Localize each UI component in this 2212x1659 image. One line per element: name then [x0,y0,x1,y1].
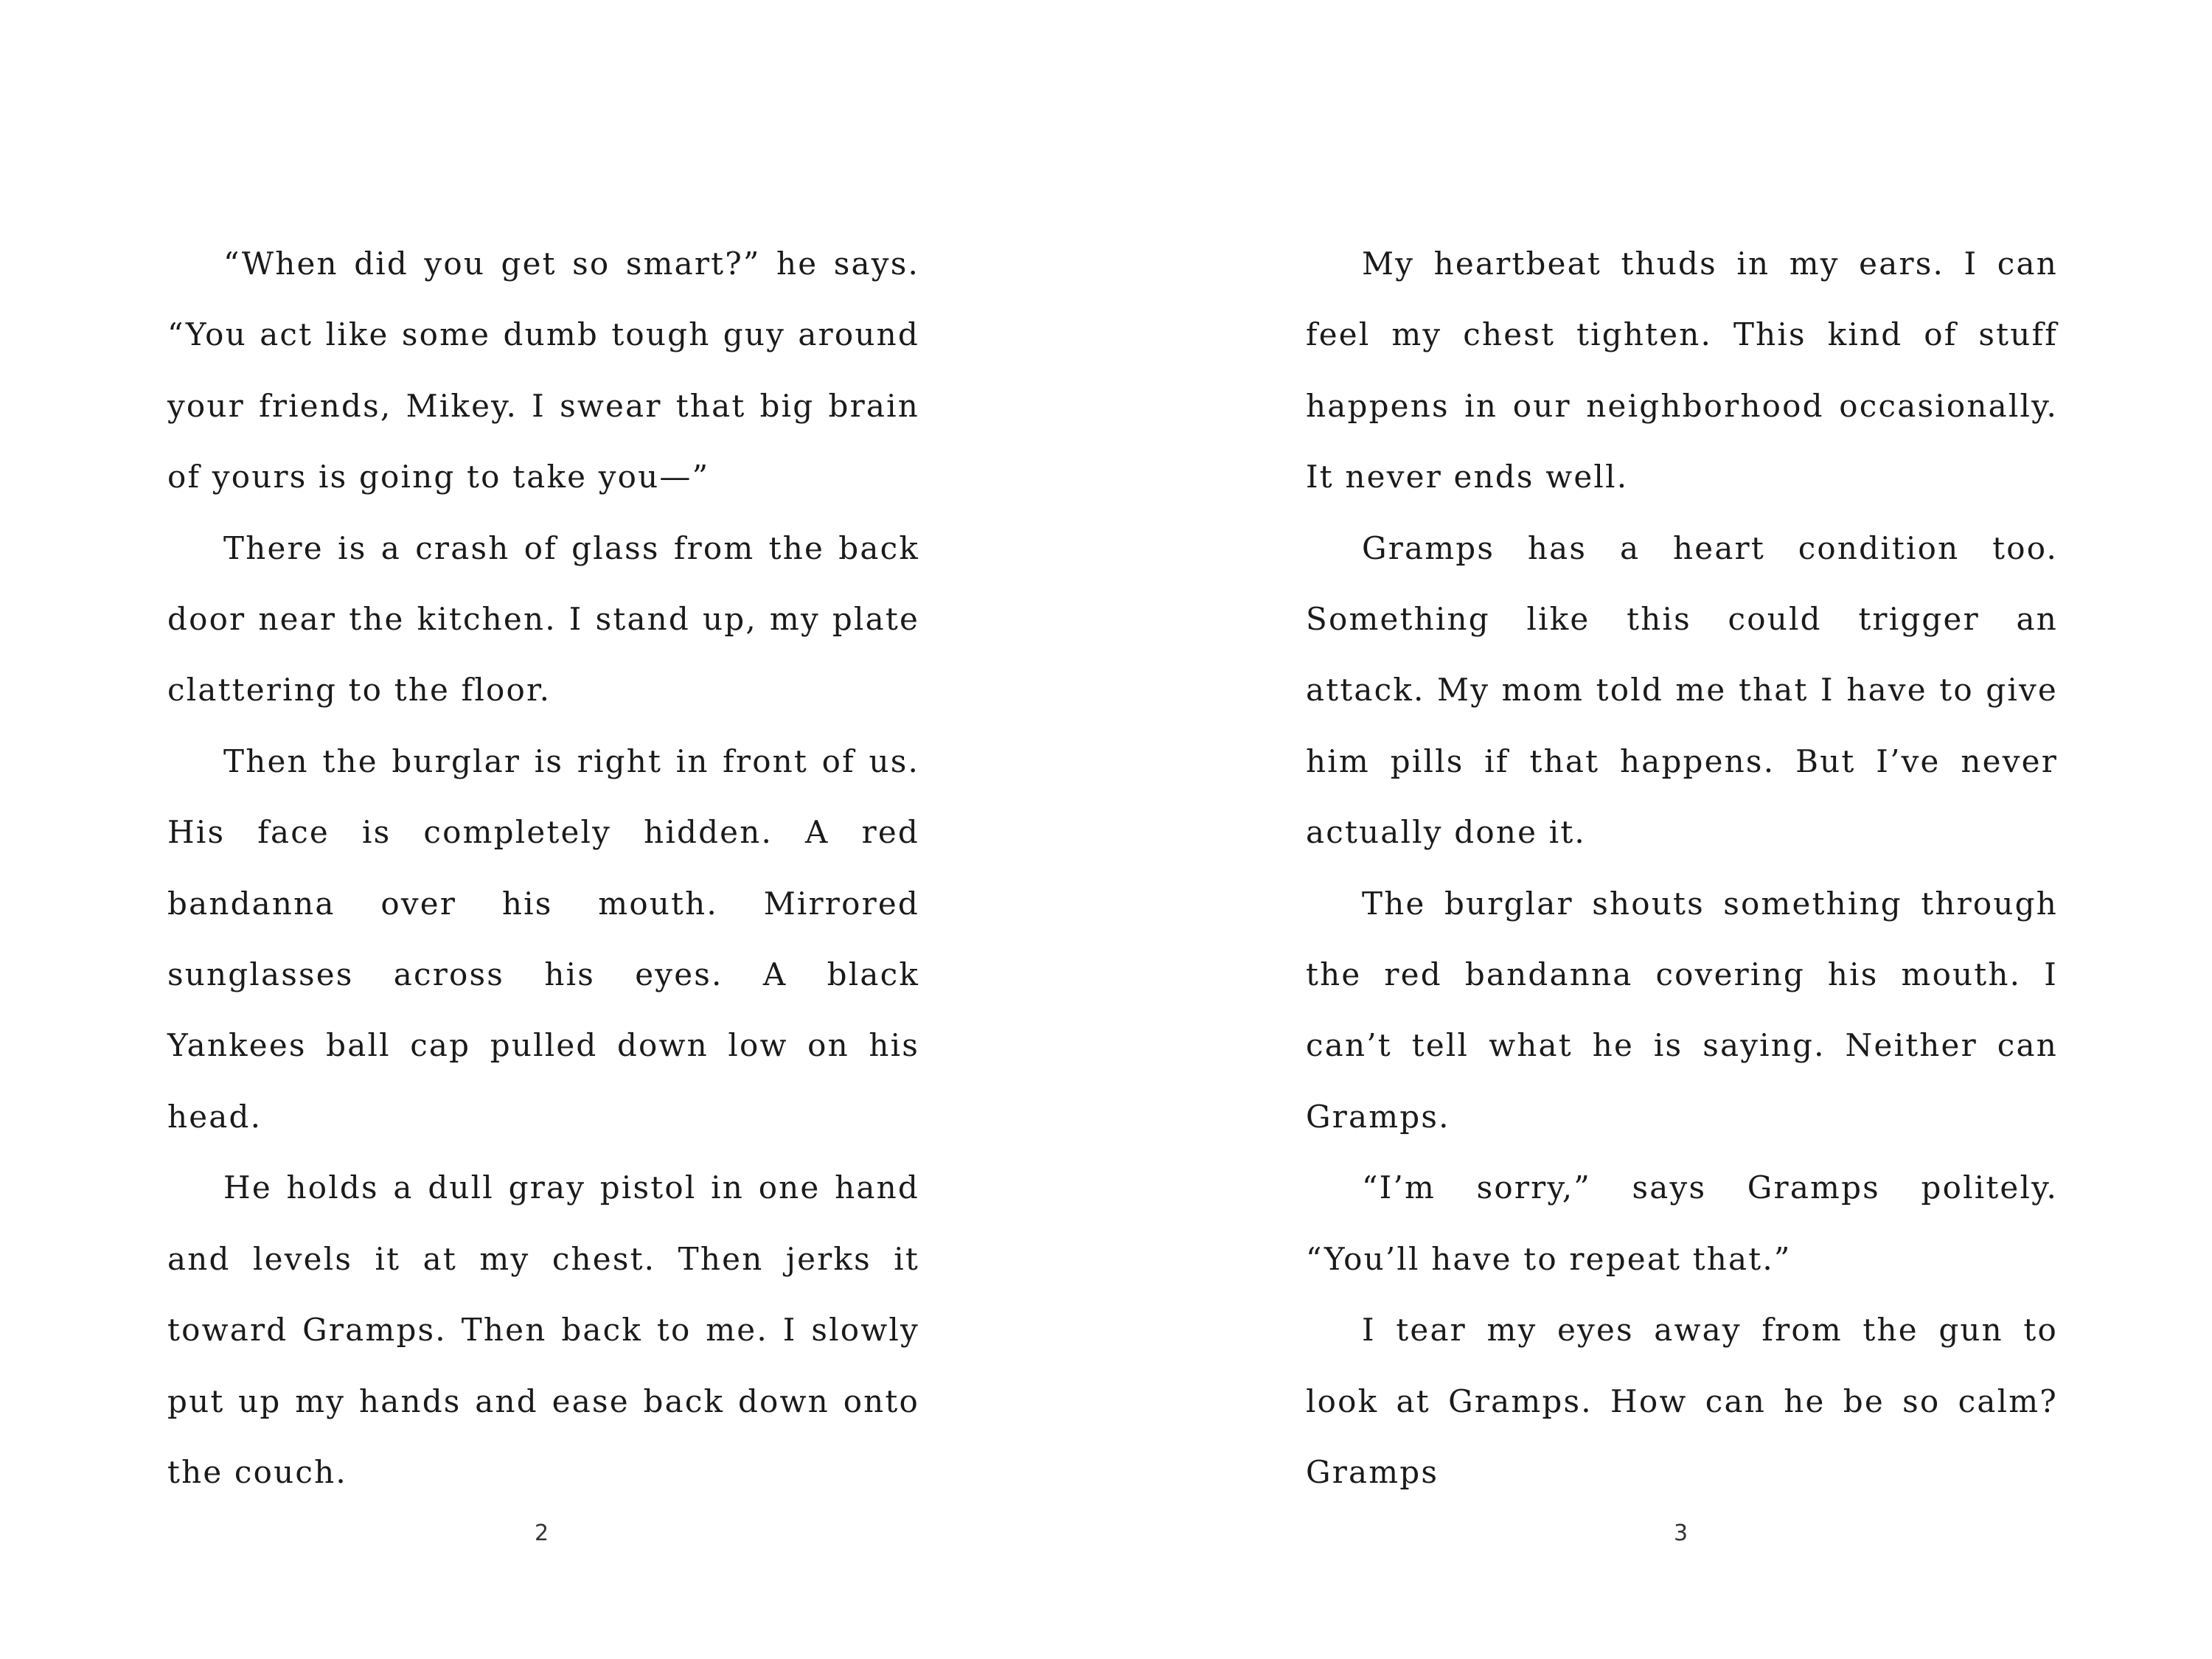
paragraph: I tear my eyes away from the gun to look at Gramps. How can he be so calm? Gramps [1306,1312,2058,1490]
paragraph: “When did you get so smart?” he says. “You act like some dumb tough guy around your friends, Mikey. I swear that big brain of yours is going to take you—” [167,246,919,495]
right-page-text [1306,229,2058,1508]
right-page [1106,0,2212,1659]
left-page-text [167,229,919,1508]
paragraph: Gramps has a heart condition too. Something like this could trigger an attack. My mom told me that I have to give him pills if that happens. But I’ve never actually done it. [1306,529,2058,851]
page-number: 2 [534,1520,550,1546]
paragraph: Then the burglar is right in front of us. His face is completely hidden. A red bandanna over his mouth. Mirrored sunglasses across his eyes. A black Yankees ball cap pulled down low on his head. [167,742,919,1135]
paragraph: “I’m sorry,” says Gramps politely. “You’ll have to repeat that.” [1306,1169,2058,1277]
paragraph: There is a crash of glass from the back door near the kitchen. I stand up, my plate clattering to the floor. [167,529,919,709]
paragraph: The burglar shouts something through the red bandanna covering his mouth. I can’t tell what he is saying. Neither can Gramps. [1306,885,2058,1135]
paragraph: My heartbeat thuds in my ears. I can feel my chest tighten. This kind of stuff happens in our neighborhood occasionally. It never ends well. [1306,246,2058,495]
paragraph: He holds a dull gray pistol in one hand and levels it at my chest. Then jerks it toward Gramps. Then back to me. I slowly put up my hands and ease back down onto the couch. [167,1169,919,1490]
page-number: 3 [1673,1520,1689,1546]
